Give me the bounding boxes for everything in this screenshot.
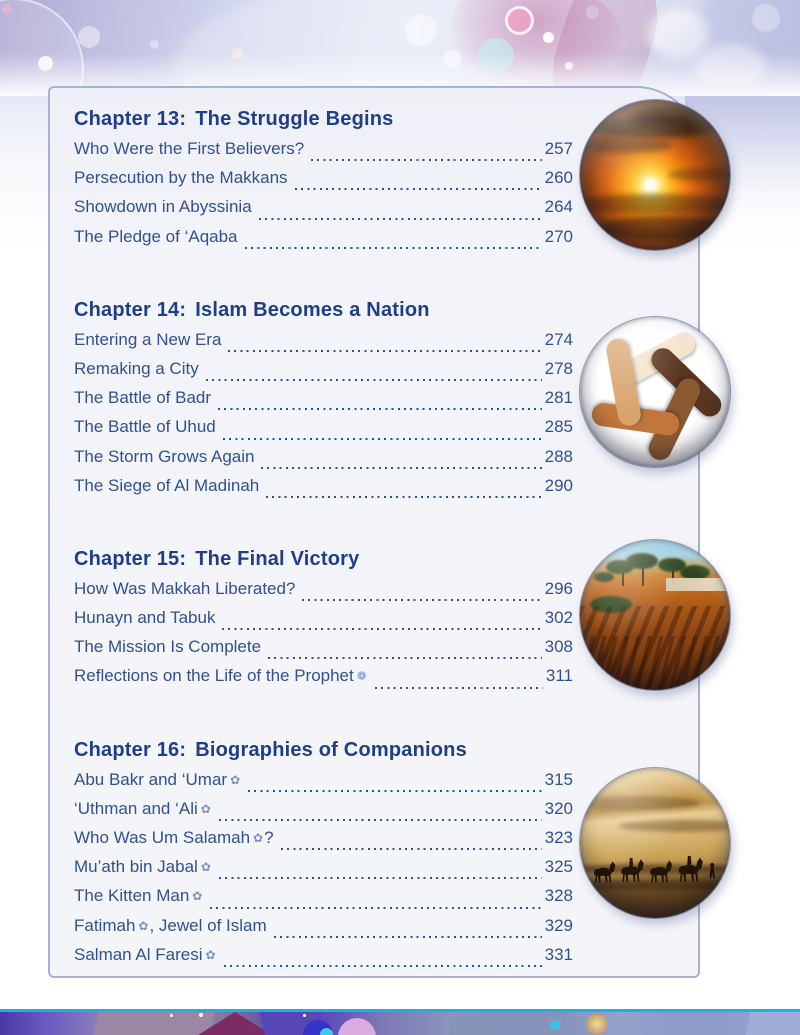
toc-section [74,737,573,974]
dotted-leader [219,799,542,828]
entry-page-number: 325 [544,857,573,877]
dotted-leader [375,666,543,695]
honorific-icon: ✿ [253,831,264,845]
dotted-leader [295,168,542,197]
entry-title: Remaking a City [74,358,199,378]
toc-section [74,546,573,696]
footer-pink-circle [338,1018,376,1035]
honorific-icon: ❁ [356,669,367,684]
toc-entry-row [74,799,573,828]
entry-page-number: 331 [544,944,573,964]
dotted-leader [261,447,541,476]
desert-oasis-photo [580,540,730,690]
dune-shadow [580,796,700,810]
entry-title: ‘Uthman and ‘Ali [74,798,198,818]
chapter-title: The Final Victory [195,547,360,570]
dotted-leader [248,770,541,799]
palm-tree-shape [594,572,614,582]
arm-shape [645,374,704,463]
dotted-leader [245,227,542,256]
entry-title: Salman Al Faresi [74,944,203,964]
footer-trapezoid-shape [746,1012,800,1035]
dotted-leader [218,388,542,417]
entry-title: Showdown in Abyssinia [74,197,252,217]
entry-title: The Pledge of ‘Aqaba [74,226,238,246]
palm-tree-shape [680,565,710,580]
dotted-leader [210,886,541,915]
header-fade-overlay [0,0,800,96]
dotted-leader [266,476,541,505]
dotted-leader [224,945,542,974]
footer-trapezoid-shape [93,1012,215,1035]
chapter-heading [74,546,573,572]
entry-title: Who Were the First Believers? [74,139,305,158]
toc-entry-row [74,168,573,197]
palm-trunk-shape [622,570,624,586]
toc-entry-list [74,139,573,256]
toc-entry-row [74,828,573,857]
bush-shape [590,596,632,613]
entry-title: Who Was Um Salamah [74,828,251,847]
chapter-number-label: Chapter 14: [74,298,187,321]
entry-page-number: 308 [544,637,573,657]
entry-title: The Storm Grows Again [74,446,255,466]
entry-page-number: 274 [544,329,573,349]
footer-trapezoid-shape [638,1012,733,1035]
toc-entry-list [74,330,573,505]
footer-white-dot [199,1013,203,1017]
entry-title: Persecution by the Makkans [74,168,288,188]
chapter-heading [74,737,573,763]
cloud-shape [580,138,672,153]
dotted-leader [222,608,541,637]
palm-tree-shape [606,560,634,574]
entry-page-number: 260 [544,168,573,188]
dotted-leader [259,197,542,226]
footer-glow-circle [586,1013,608,1035]
entry-page-number: 290 [544,475,573,495]
honorific-icon: ✿ [200,801,211,816]
entry-page-number: 315 [544,769,573,789]
toc-entry-row [74,945,573,974]
entry-page-number: 302 [544,608,573,628]
buildings-shape [666,578,728,591]
entry-title: Mu’ath bin Jabal [74,857,198,877]
dotted-leader [281,828,542,857]
entry-page-number: 278 [544,358,573,378]
entry-title: Fatimah [74,915,136,935]
entry-title-suffix: , Jewel of Islam [149,915,267,935]
entry-page-number: 323 [544,828,573,847]
chapter-title: The Struggle Begins [195,108,394,130]
cloud-shape [580,194,730,214]
toc-entry-row [74,476,573,505]
dotted-leader [206,359,542,388]
decorative-footer-band [0,1009,800,1035]
entry-page-number: 270 [544,226,573,246]
palm-trunk-shape [642,567,644,586]
toc-entry-list [74,579,573,696]
honorific-icon: ✿ [205,947,216,962]
palm-tree-shape [626,553,658,569]
united-hands-photo [580,317,730,467]
honorific-icon: ✿ [200,860,211,875]
entry-title: How Was Makkah Liberated? [74,578,296,598]
dotted-leader [274,916,542,945]
toc-entry-row [74,417,573,446]
entry-title: The Siege of Al Madinah [74,475,260,495]
toc-entry-list [74,770,573,974]
honorific-icon: ✿ [192,889,203,904]
footer-white-dot [170,1014,173,1017]
cloud-shape [668,168,730,181]
cloud-shape [598,216,730,240]
palm-tree-shape [658,558,686,572]
chapter-number-label: Chapter 15: [74,547,187,570]
entry-page-number: 257 [544,139,573,158]
entry-title: The Kitten Man [74,886,190,906]
toc-entry-row [74,197,573,226]
chapter-number-label: Chapter 16: [74,738,187,761]
camel-caravan-photo [580,768,730,918]
chapter-heading [74,297,573,323]
entry-title: The Battle of Uhud [74,417,216,437]
entry-page-number: 328 [544,886,573,906]
arm-shape [647,343,726,421]
toc-section [74,106,573,256]
entry-title-suffix: ? [264,828,274,847]
entry-title: Entering a New Era [74,329,222,349]
entry-page-number: 329 [544,915,573,935]
entry-title: The Battle of Badr [74,388,212,408]
toc-entry-row [74,886,573,915]
dotted-leader [228,330,541,359]
entry-page-number: 285 [544,417,573,437]
toc-entry-row [74,388,573,417]
dotted-leader [268,637,542,666]
toc-entry-row [74,579,573,608]
footer-white-dot [303,1014,306,1017]
dotted-leader [311,139,541,168]
palm-trunk-shape [672,570,674,585]
toc-entry-row [74,666,573,695]
entry-title: Hunayn and Tabuk [74,608,216,628]
ground-shadow [580,880,730,890]
arm-shape [611,328,699,390]
chapter-heading [74,106,573,132]
toc-entry-row [74,637,573,666]
cloud-shape [588,116,720,138]
arm-shape [605,336,643,427]
entry-page-number: 264 [544,197,573,217]
footer-cyan-circle [320,1028,333,1035]
chapter-title: Biographies of Companions [195,738,467,761]
entry-title: The Mission Is Complete [74,637,262,657]
cloud-shape [632,106,724,124]
toc-entry-row [74,770,573,799]
toc-entry-row [74,359,573,388]
entry-title: Abu Bakr and ‘Umar [74,769,228,789]
toc-entry-row [74,139,573,168]
dotted-leader [302,579,541,608]
toc-section [74,297,573,505]
dune-shadow [618,820,730,832]
entry-page-number: 320 [544,798,573,818]
dotted-leader [219,857,542,886]
dune-shadow [580,864,730,874]
footer-cyan-circle [550,1020,560,1030]
entry-page-number: 296 [544,578,573,598]
camel-caravan-silhouette [588,852,722,886]
dotted-leader [223,417,542,446]
toc-entry-row [74,608,573,637]
entry-page-number: 288 [544,446,573,466]
sand-ripples [580,636,730,690]
honorific-icon: ✿ [230,772,241,787]
chapter-number-label: Chapter 13: [74,108,187,130]
entry-page-number: 281 [544,388,573,408]
entry-page-number: 311 [545,666,573,686]
decorative-header-band [0,0,800,96]
entry-title: Reflections on the Life of the Prophet [74,666,354,686]
toc-entry-row [74,447,573,476]
toc-entry-row [74,227,573,256]
toc-entry-row [74,916,573,945]
arm-shape [590,401,680,436]
toc-entry-row [74,857,573,886]
honorific-icon: ✿ [138,918,149,933]
toc-sections [74,106,573,974]
toc-entry-row [74,330,573,359]
chapter-title: Islam Becomes a Nation [195,298,430,321]
sunset-over-sea-photo [580,100,730,250]
